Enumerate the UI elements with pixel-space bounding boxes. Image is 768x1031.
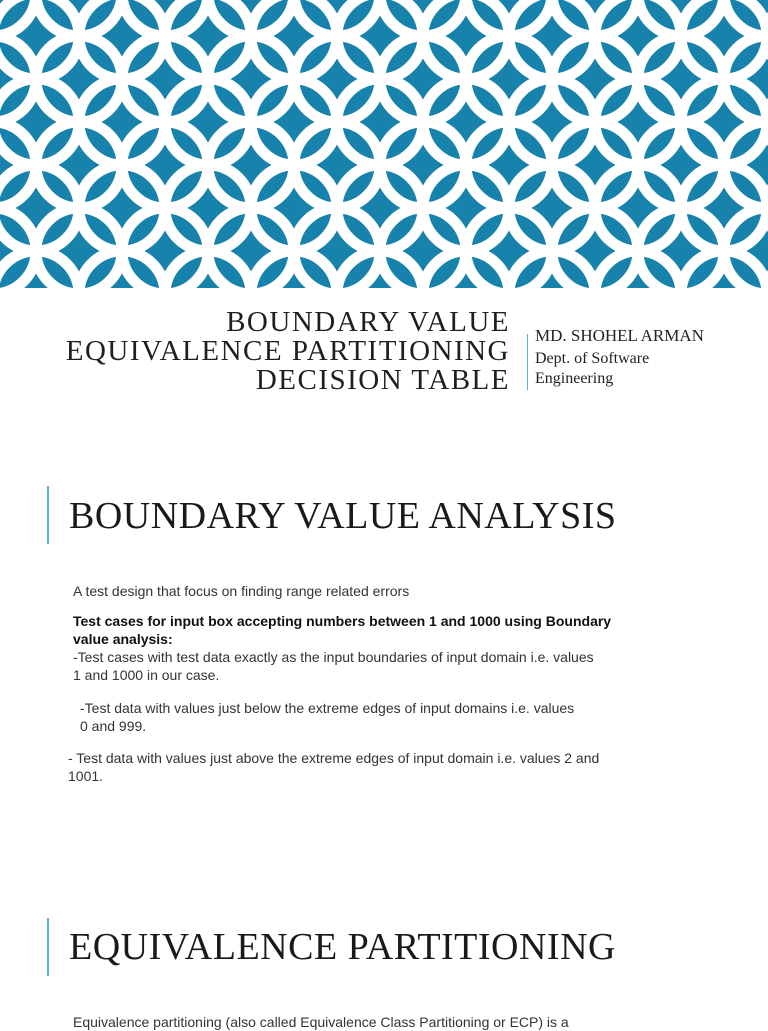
paragraph-1-line-2: 1 and 1000 in our case. [73, 667, 220, 683]
section-title-equivalence-partitioning: EQUIVALENCE PARTITIONING [69, 926, 616, 968]
section-accent-bar [47, 486, 49, 544]
title-line-1: BOUNDARY VALUE [226, 306, 510, 338]
paragraph-2-line-1: -Test data with values just below the extreme edges of input domains i.e. values [80, 700, 575, 716]
section-title-boundary-value-analysis: BOUNDARY VALUE ANALYSIS [69, 495, 617, 537]
title-line-3: DECISION TABLE [255, 364, 510, 396]
section-accent-bar [47, 918, 49, 976]
author-dept-line-2: Engineering [535, 370, 614, 387]
intro-text: A test design that focus on finding range related errors [73, 583, 410, 599]
bold-heading-line-1: Test cases for input box accepting numbers between 1 and 1000 using Boundary [73, 613, 612, 629]
title-line-2: EQUIVALENCE PARTITIONING [65, 335, 510, 367]
author-block [535, 325, 765, 391]
paragraph-3 [68, 749, 599, 785]
title-divider [527, 334, 528, 390]
presentation-title [10, 308, 510, 395]
author-name: MD. SHOHEL ARMAN [535, 326, 704, 345]
banner-pattern [0, 0, 768, 288]
paragraph-1-line-1: -Test cases with test data exactly as the input boundaries of input domain i.e. values [73, 649, 594, 665]
bold-heading [73, 612, 611, 684]
partial-paragraph: Equivalence partitioning (also called Equivalence Class Partitioning or ECP) is a [73, 1014, 569, 1030]
paragraph-2-line-2: 0 and 999. [80, 718, 147, 734]
bold-heading-line-2: value analysis: [73, 631, 173, 647]
paragraph-3-line-1: - Test data with values just above the extreme edges of input domain i.e. values 2 and [68, 750, 600, 766]
paragraph-2 [80, 699, 574, 735]
author-dept-line-1: Dept. of Software [535, 350, 650, 367]
paragraph-3-line-2: 1001. [68, 768, 104, 784]
